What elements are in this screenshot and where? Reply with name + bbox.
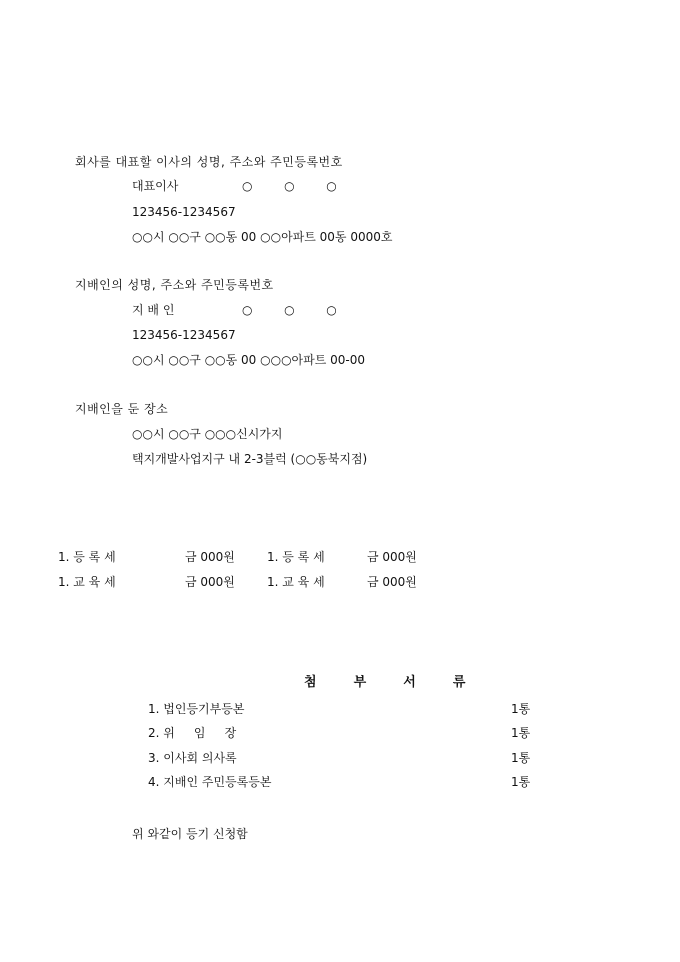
representative-title-label: 대표이사 bbox=[132, 179, 179, 193]
attachment-count: 1통 bbox=[511, 775, 531, 789]
representative-address: ○○시 ○○구 ○○동 00 ○○아파트 00동 0000호 bbox=[132, 230, 393, 244]
fee-amount: 금 000원 bbox=[367, 550, 417, 564]
place-heading: 지배인을 둔 장소 bbox=[75, 402, 169, 416]
manager-name: ○ ○ ○ bbox=[242, 303, 337, 317]
fee-item: 1. 등 록 세 bbox=[267, 550, 325, 564]
attachments-title: 첨 부 서 류 bbox=[304, 675, 466, 690]
place-line2: 택지개발사업지구 내 2-3블럭 (○○동북지점) bbox=[132, 452, 368, 466]
representative-rrn: 123456-1234567 bbox=[132, 205, 236, 219]
representative-heading: 회사를 대표할 이사의 성명, 주소와 주민등록번호 bbox=[75, 155, 343, 169]
attachment-label: 4. 지배인 주민등록등본 bbox=[148, 775, 272, 789]
fee-item: 1. 등 록 세 bbox=[58, 550, 116, 564]
manager-address: ○○시 ○○구 ○○동 00 ○○○아파트 00-00 bbox=[132, 353, 365, 367]
fee-item: 1. 교 육 세 bbox=[267, 575, 325, 589]
fee-amount: 금 000원 bbox=[367, 575, 417, 589]
closing-statement: 위 와같이 등기 신청함 bbox=[132, 827, 248, 841]
attachment-count: 1통 bbox=[511, 751, 531, 765]
fee-amount: 금 000원 bbox=[185, 575, 235, 589]
manager-heading: 지배인의 성명, 주소와 주민등록번호 bbox=[75, 278, 274, 292]
attachment-label: 3. 이사회 의사록 bbox=[148, 751, 237, 765]
fee-amount: 금 000원 bbox=[185, 550, 235, 564]
manager-rrn: 123456-1234567 bbox=[132, 328, 236, 342]
attachment-count: 1통 bbox=[511, 702, 531, 716]
attachment-label: 1. 법인등기부등본 bbox=[148, 702, 245, 716]
attachment-label: 2. 위 임 장 bbox=[148, 726, 237, 740]
attachment-count: 1통 bbox=[511, 726, 531, 740]
manager-title-label: 지 배 인 bbox=[132, 303, 175, 317]
fee-item: 1. 교 육 세 bbox=[58, 575, 116, 589]
representative-name: ○ ○ ○ bbox=[242, 179, 337, 193]
place-line1: ○○시 ○○구 ○○○신시가지 bbox=[132, 427, 283, 441]
